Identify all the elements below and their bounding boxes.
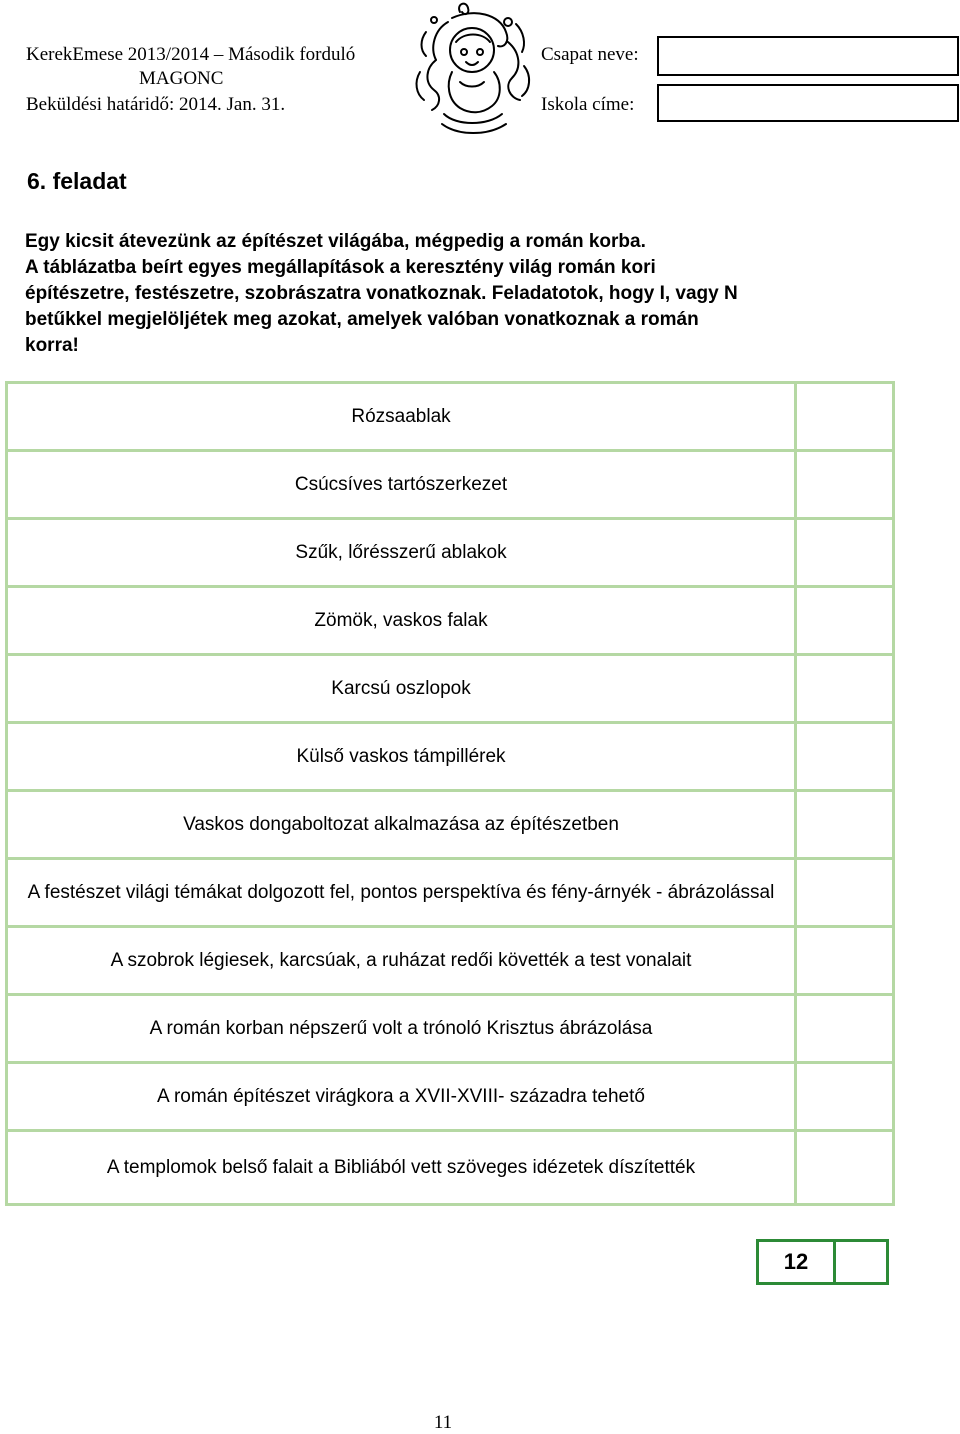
statement-text: Karcsú oszlopok <box>7 655 796 723</box>
table-row <box>7 451 894 519</box>
team-name-field[interactable] <box>657 36 959 76</box>
table-row <box>7 927 894 995</box>
answer-cell[interactable] <box>796 927 894 995</box>
statements-table <box>5 381 895 1206</box>
deadline: Beküldési határidő: 2014. Jan. 31. <box>26 94 286 115</box>
statement-text: A szobrok légiesek, karcsúak, a ruházat redői követték a test vonalait <box>7 927 796 995</box>
task-instructions <box>25 229 925 359</box>
answer-cell[interactable] <box>796 383 894 451</box>
statement-text: A festészet világi témákat dolgozott fel, pontos perspektíva és fény-árnyék - ábrázolással <box>7 859 796 927</box>
statement-text: Vaskos dongaboltozat alkalmazása az építészetben <box>7 791 796 859</box>
statement-text: A román építészet virágkora a XVII-XVIII- századra tehető <box>7 1063 796 1131</box>
contest-title: KerekEmese 2013/2014 – Második forduló <box>26 44 356 65</box>
statement-text: Szűk, lőrésszerű ablakok <box>7 519 796 587</box>
instruction-line: betűkkel megjelöljétek meg azokat, amelyek valóban vonatkoznak a román <box>25 309 699 330</box>
answer-cell[interactable] <box>796 859 894 927</box>
answer-cell[interactable] <box>796 519 894 587</box>
fairy-child-logo-icon <box>412 2 534 140</box>
school-address-label: Iskola címe: <box>541 94 635 115</box>
answer-cell[interactable] <box>796 1131 894 1205</box>
table-row <box>7 723 894 791</box>
table-row <box>7 995 894 1063</box>
table-row <box>7 383 894 451</box>
instruction-line: építészetre, festészetre, szobrászatra vonatkoznak. Feladatotok, hogy I, vagy N <box>25 283 738 304</box>
answer-cell[interactable] <box>796 655 894 723</box>
instruction-line: korra! <box>25 335 79 356</box>
answer-cell[interactable] <box>796 723 894 791</box>
table-row <box>7 519 894 587</box>
statement-text: Zömök, vaskos falak <box>7 587 796 655</box>
max-points: 12 <box>759 1242 836 1282</box>
answer-cell[interactable] <box>796 791 894 859</box>
table-row <box>7 587 894 655</box>
answer-cell[interactable] <box>796 1063 894 1131</box>
instruction-line: A táblázatba beírt egyes megállapítások a keresztény világ román kori <box>25 257 656 278</box>
group-name: MAGONC <box>139 68 224 89</box>
answer-cell[interactable] <box>796 587 894 655</box>
statement-text: A templomok belső falait a Bibliából vett szöveges idézetek díszítették <box>7 1131 796 1205</box>
statement-text: Rózsaablak <box>7 383 796 451</box>
team-name-label: Csapat neve: <box>541 44 639 65</box>
table-row <box>7 1131 894 1205</box>
table-row <box>7 655 894 723</box>
instruction-line: Egy kicsit átevezünk az építészet világába, mégpedig a román korba. <box>25 231 646 252</box>
answer-cell[interactable] <box>796 451 894 519</box>
school-address-field[interactable] <box>657 84 959 122</box>
table-row <box>7 859 894 927</box>
answer-cell[interactable] <box>796 995 894 1063</box>
statement-text: Külső vaskos támpillérek <box>7 723 796 791</box>
statement-text: A román korban népszerű volt a trónoló Krisztus ábrázolása <box>7 995 796 1063</box>
table-row <box>7 791 894 859</box>
statement-text: Csúcsíves tartószerkezet <box>7 451 796 519</box>
page-number: 11 <box>433 1412 453 1433</box>
table-row <box>7 1063 894 1131</box>
task-title: 6. feladat <box>27 168 127 194</box>
earned-points-field[interactable] <box>836 1242 886 1282</box>
score-box <box>756 1239 889 1285</box>
